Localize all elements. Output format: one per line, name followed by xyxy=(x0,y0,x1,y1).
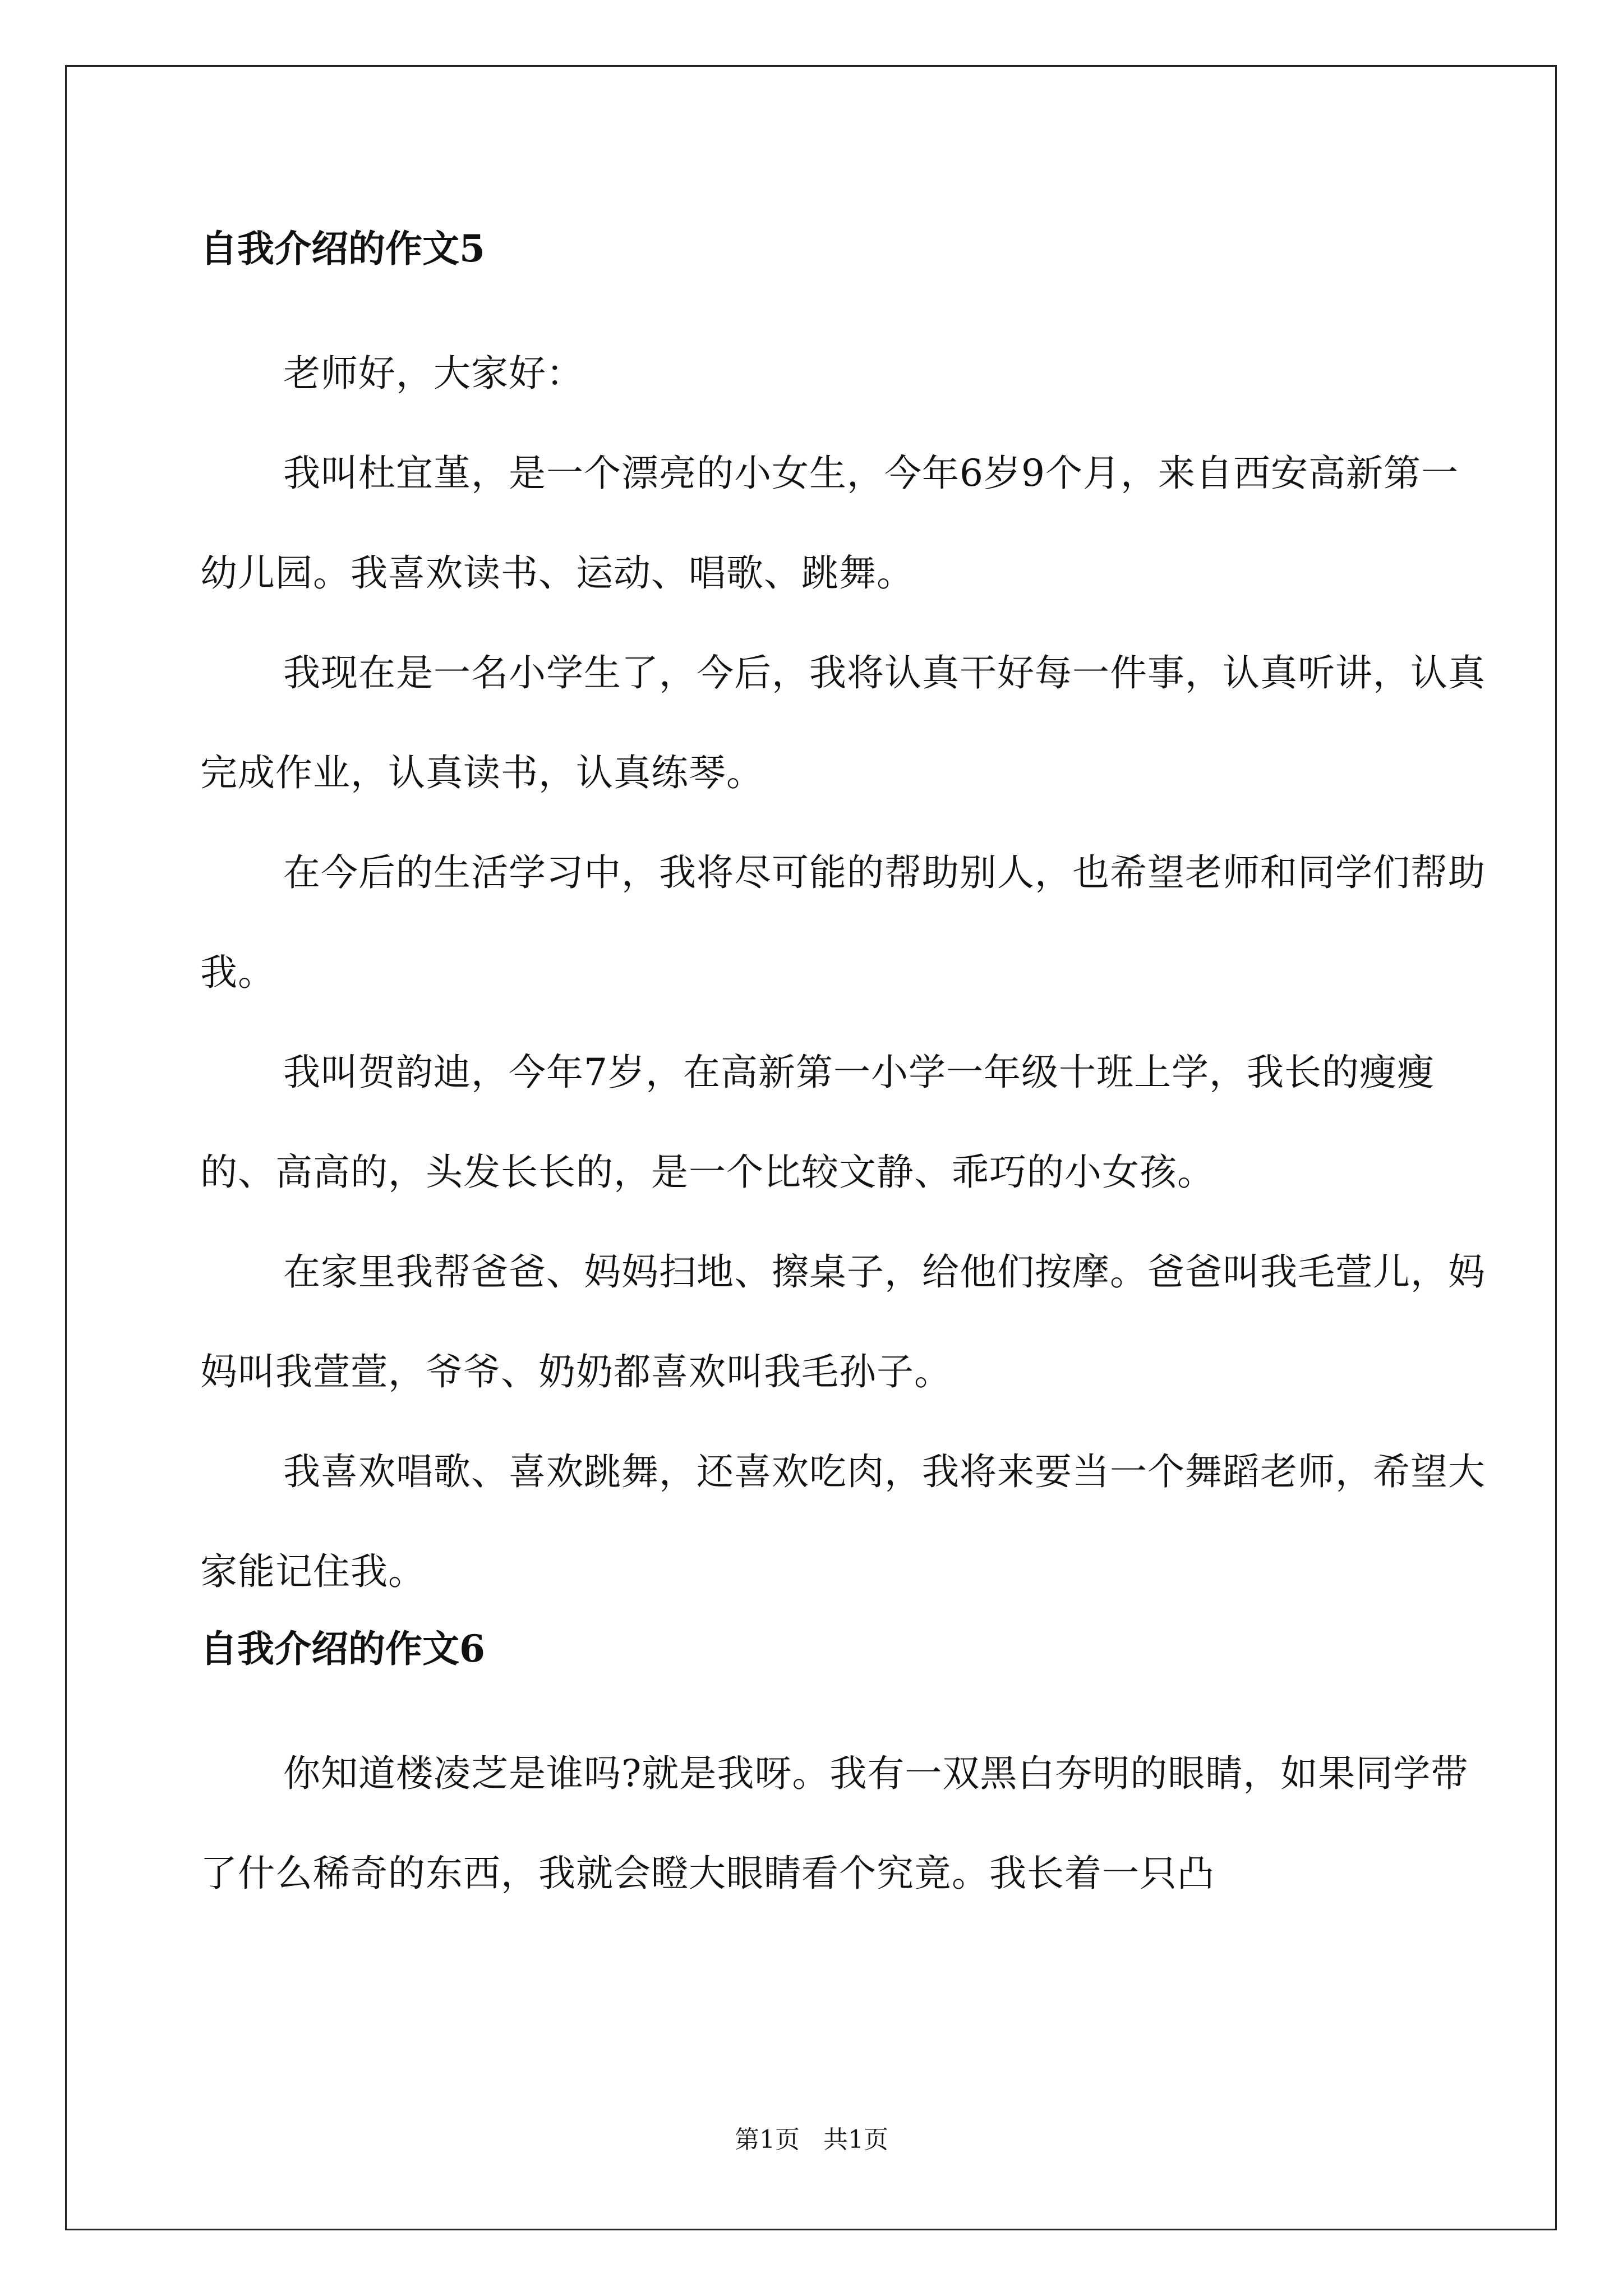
page-footer: 第1页 共1页 xyxy=(735,2125,888,2154)
paragraph: 你知道楼凌芝是谁吗?就是我呀。我有一双黑白夯明的眼睛，如果同学带了什么稀奇的东西，我就会瞪大眼睛看个究竟。我长着一只凸 xyxy=(200,1752,1469,1895)
section-1 xyxy=(200,222,1490,1622)
document-body xyxy=(200,222,1490,1924)
paragraph: 我叫贺韵迪，今年7岁，在高新第一小学一年级十班上学，我长的瘦瘦的、高高的，头发长长的，是一个比较文静、乖巧的小女孩。 xyxy=(200,1051,1435,1194)
paragraph: 我喜欢唱歌、喜欢跳舞，还喜欢吃肉，我将来要当一个舞蹈老师，希望大家能记住我。 xyxy=(200,1450,1486,1593)
paragraph: 我现在是一名小学生了，今后，我将认真干好每一件事，认真听讲，认真完成作业，认真读书，认真练琴。 xyxy=(200,651,1486,794)
section-heading: 自我介绍的作文5 xyxy=(200,227,485,270)
paragraph: 在今后的生活学习中，我将尽可能的帮助别人，也希望老师和同学们帮助我。 xyxy=(200,851,1486,994)
paragraph: 在家里我帮爸爸、妈妈扫地、擦桌子，给他们按摩。爸爸叫我毛萱儿，妈妈叫我萱萱，爷爷、奶奶都喜欢叫我毛孙子。 xyxy=(200,1250,1486,1393)
paragraph: 我叫杜宜堇，是一个漂亮的小女生，今年6岁9个月，来自西安高新第一幼儿园。我喜欢读书、运动、唱歌、跳舞。 xyxy=(200,452,1459,595)
section-2 xyxy=(200,1622,1490,1924)
section-heading: 自我介绍的作文6 xyxy=(200,1627,485,1671)
paragraph: 老师好，大家好： xyxy=(283,352,584,395)
